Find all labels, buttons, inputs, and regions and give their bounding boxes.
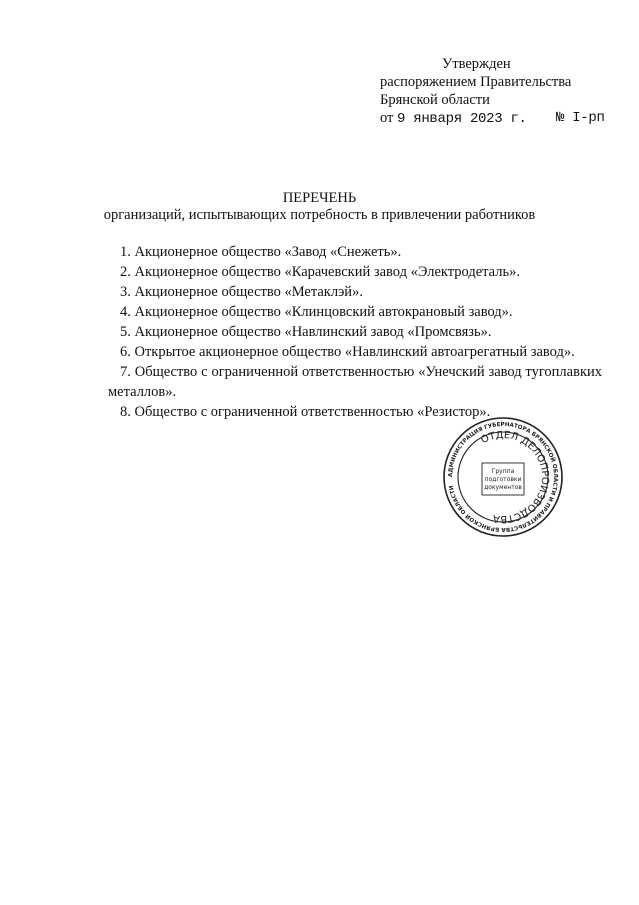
approval-date: 9 января 2023 г. (397, 111, 527, 127)
stamp-center-line3: документов (484, 484, 522, 491)
list-item: 4. Акционерное общество «Клинцовский автокрановый завод». (120, 304, 513, 320)
stamp-center-line1: Группа (491, 468, 515, 475)
date-prefix: от (380, 110, 394, 126)
list-item: 2. Акционерное общество «Карачевский завод «Электродеталь». (120, 264, 520, 280)
list-item: 7. Общество с ограниченной ответственностью «Унечский завод тугоплавких металлов». (108, 364, 602, 400)
approval-block (380, 55, 630, 128)
list-item: 1. Акционерное общество «Завод «Снежеть». (120, 244, 402, 260)
organization-list (108, 242, 602, 422)
list-item: 6. Открытое акционерное общество «Навлинский автоагрегатный завод». (120, 344, 575, 360)
approval-number: № I-рп (556, 110, 605, 126)
approval-heading: Утвержден (442, 56, 511, 72)
list-item: 5. Акционерное общество «Навлинский завод «Промсвязь». (120, 324, 492, 340)
approval-authority: распоряжением Правительства (380, 74, 572, 90)
approval-date-line (380, 109, 630, 128)
list-item: 3. Акционерное общество «Метаклэй». (120, 284, 363, 300)
office-stamp (442, 416, 564, 538)
stamp-ring-text: АДМИНИСТРАЦИЯ ГУБЕРНАТОРА БРЯНСКОЙ ОБЛАСТИ И ПРАВИТЕЛЬСТВА БРЯНСКОЙ ОБЛАСТИ (447, 421, 559, 533)
document-title: ПЕРЕЧЕНЬ (282, 190, 357, 206)
list-item: 8. Общество с ограниченной ответственностью «Резистор». (120, 404, 491, 420)
stamp-inner-text: ОТДЕЛ ДЕЛОПРОИЗВОДСТВА (479, 429, 551, 525)
stamp-center-line2: подготовки (484, 476, 522, 483)
document-subtitle: организаций, испытывающих потребность в привлечении работников (103, 207, 536, 223)
approval-region: Брянской области (380, 92, 490, 108)
